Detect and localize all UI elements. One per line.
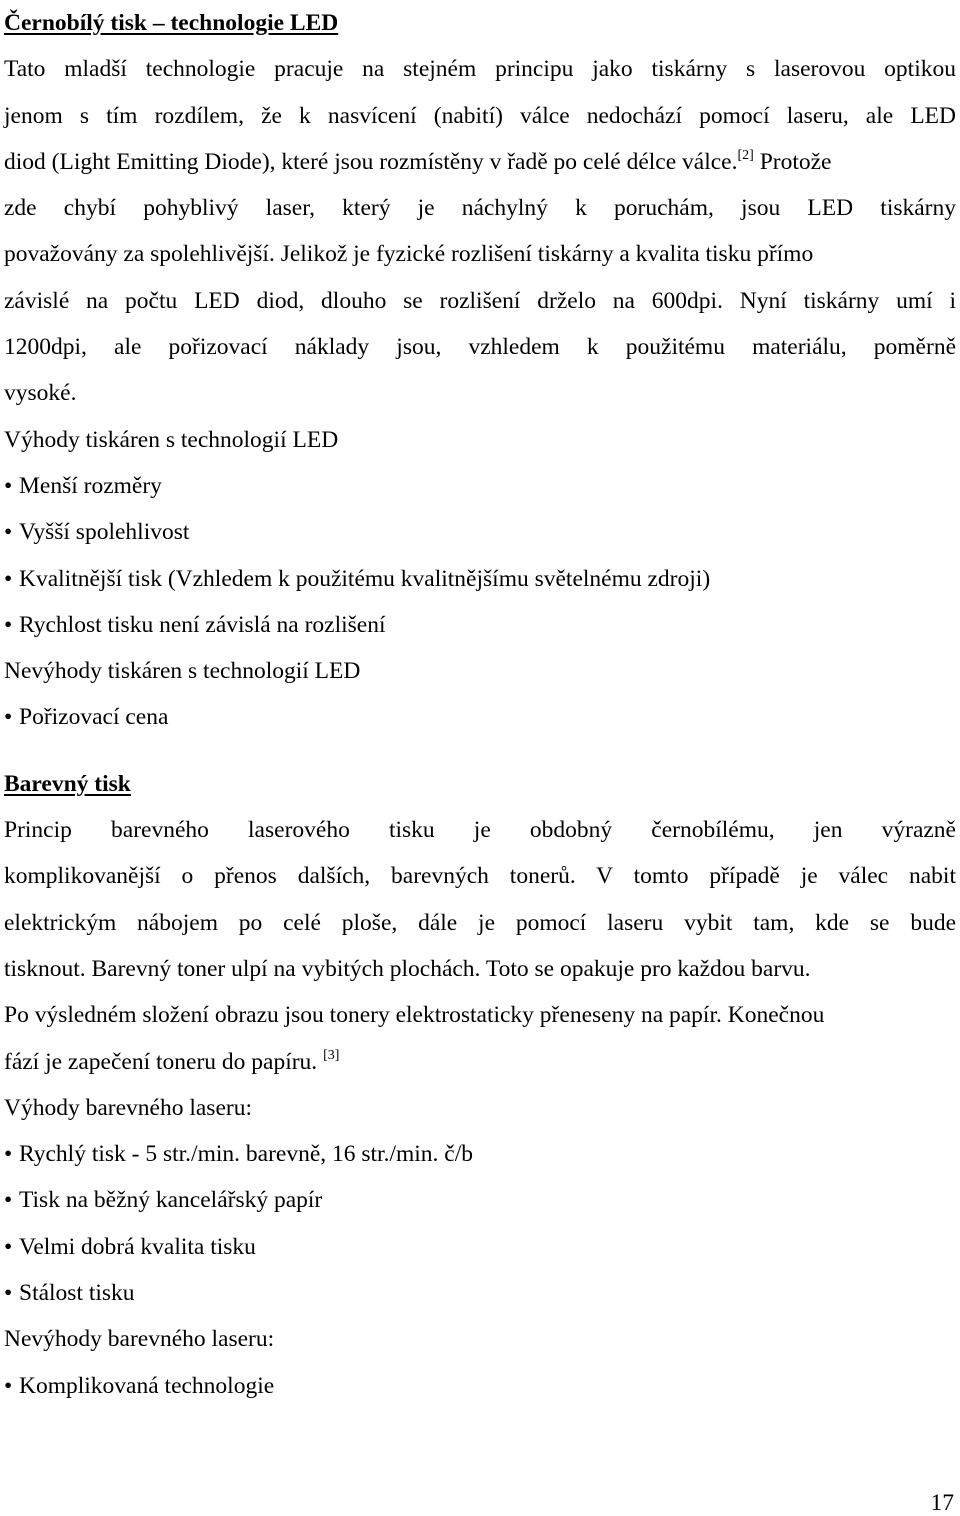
line-text: elektrickým nábojem po celé ploše, dále je pomocí laseru vybit tam, kde se bude [4, 909, 956, 936]
paragraph-line [4, 946, 956, 992]
list-item-text: Stálost tisku [19, 1280, 135, 1307]
line-text: Tato mladší technologie pracuje na stejném principu jako tiskárny s laserovou optikou [4, 56, 956, 83]
line-text: fází je zapečení toneru do papíru. [4, 1048, 324, 1075]
list-item [4, 556, 956, 602]
paragraph-line [4, 185, 956, 231]
paragraph-line [4, 93, 956, 139]
list-item [4, 694, 956, 740]
list-item [4, 1363, 956, 1409]
advantages-heading: Výhody barevného laseru: [4, 1094, 252, 1121]
paragraph-line [4, 139, 956, 185]
list-item-text: Pořizovací cena [19, 704, 169, 731]
line-text-continuation: Protože [753, 148, 832, 175]
list-item [4, 1177, 956, 1223]
section-heading: Černobílý tisk – technologie LED [4, 10, 339, 36]
line-text: Princip barevného laserového tisku je obdobný černobílému, jen výrazně [4, 817, 956, 844]
bullet-icon: • [4, 611, 13, 638]
bullet-icon: • [4, 1141, 13, 1168]
bullet-icon: • [4, 1233, 13, 1260]
disadvantages-heading: Nevýhody tiskáren s technologií LED [4, 658, 361, 685]
list-item-text: Velmi dobrá kvalita tisku [19, 1233, 256, 1260]
list-item [4, 1224, 956, 1270]
list-item [4, 602, 956, 648]
paragraph-line [4, 278, 956, 324]
line-text: Po výsledném složení obrazu jsou tonery elektrostaticky přeneseny na papír. Konečnou [4, 1002, 825, 1029]
paragraph-line [4, 853, 956, 899]
line-text: tisknout. Barevný toner ulpí na vybitých plochách. Toto se opakuje pro každou barvu. [4, 955, 811, 982]
list-item-text: Rychlost tisku není závislá na rozlišení [19, 611, 386, 638]
line-text: považovány za spolehlivější. Jelikož je fyzické rozlišení tiskárny a kvalita tisku přímo [4, 241, 814, 268]
bullet-icon: • [4, 565, 13, 592]
citation-reference: [2] [737, 147, 754, 163]
line-text: 1200dpi, ale pořizovací náklady jsou, vzhledem k použitému materiálu, poměrně [4, 334, 956, 361]
bullet-icon: • [4, 1372, 13, 1399]
citation-reference: [3] [323, 1047, 340, 1063]
paragraph-line [4, 1039, 956, 1085]
paragraph-line [4, 46, 956, 92]
paragraph-line [4, 900, 956, 946]
line-text: komplikovanější o přenos dalších, barevných tonerů. V tomto případě je válec nabit [4, 863, 956, 890]
line-text: jenom s tím rozdílem, že k nasvícení (nabití) válce nedochází pomocí laseru, ale LED [4, 102, 956, 129]
line-text: závislé na počtu LED diod, dlouho se rozlišení drželo na 600dpi. Nyní tiskárny umí i [4, 287, 956, 314]
list-item [4, 509, 956, 555]
list-item-text: Kvalitnější tisk (Vzhledem k použitému kvalitnějšímu světelnému zdroji) [19, 565, 711, 592]
document-page [4, 0, 956, 1409]
paragraph-line [4, 807, 956, 853]
paragraph-line [4, 370, 956, 416]
advantages-heading: Výhody tiskáren s technologií LED [4, 426, 339, 453]
list-item [4, 463, 956, 509]
bullet-icon: • [4, 704, 13, 731]
list-item [4, 1270, 956, 1316]
line-text: zde chybí pohyblivý laser, který je náchylný k poruchám, jsou LED tiskárny [4, 195, 956, 222]
list-item-text: Rychlý tisk - 5 str./min. barevně, 16 str./min. č/b [19, 1141, 474, 1168]
paragraph-line [4, 324, 956, 370]
paragraph-line [4, 992, 956, 1038]
list-item-text: Menší rozměry [19, 472, 162, 499]
disadvantages-heading: Nevýhody barevného laseru: [4, 1326, 275, 1353]
paragraph-line [4, 231, 956, 277]
list-item-text: Komplikovaná technologie [19, 1372, 275, 1399]
list-item [4, 1131, 956, 1177]
line-text: diod (Light Emitting Diode), které jsou rozmístěny v řadě po celé délce válce. [4, 148, 738, 175]
list-item-text: Tisk na běžný kancelářský papír [19, 1187, 323, 1214]
bullet-icon: • [4, 472, 13, 499]
line-text: vysoké. [4, 380, 77, 407]
bullet-icon: • [4, 1280, 13, 1307]
bullet-icon: • [4, 1187, 13, 1214]
bullet-icon: • [4, 519, 13, 546]
list-item-text: Vyšší spolehlivost [19, 519, 190, 546]
section-heading: Barevný tisk [4, 770, 131, 797]
page-number: 17 [930, 1490, 954, 1516]
